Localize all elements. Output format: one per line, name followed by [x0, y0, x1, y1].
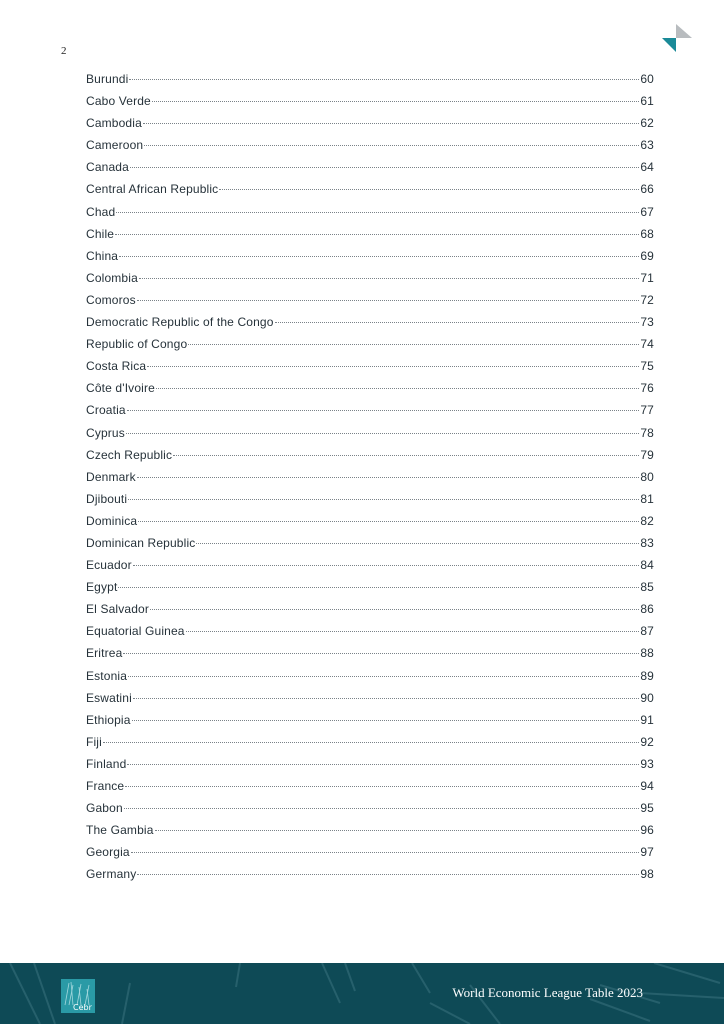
- toc-entry-page: 83: [640, 535, 654, 550]
- toc-entry-name: Germany: [86, 867, 137, 882]
- toc-entry-page: 76: [640, 381, 654, 396]
- toc-leader-dots: [133, 698, 639, 699]
- toc-entry-page: 91: [640, 712, 654, 727]
- toc-leader-dots: [156, 388, 639, 389]
- toc-entry-name: Czech Republic: [86, 447, 173, 462]
- toc-entry-name: Canada: [86, 160, 129, 175]
- toc-entry-name: Democratic Republic of the Congo: [86, 315, 274, 330]
- toc-entry-name: Cameroon: [86, 138, 144, 153]
- toc-leader-dots: [119, 256, 639, 257]
- toc-entry-name: Côte d'Ivoire: [86, 381, 155, 396]
- toc-entry-name: Eswatini: [86, 690, 132, 705]
- toc-entry[interactable]: [86, 403, 654, 425]
- toc-entry-name: Cambodia: [86, 116, 142, 131]
- toc-leader-dots: [130, 167, 639, 168]
- page-footer: [0, 963, 724, 1024]
- toc-leader-dots: [143, 123, 639, 124]
- toc-entry[interactable]: [86, 470, 654, 492]
- toc-entry[interactable]: [86, 691, 654, 713]
- toc-entry[interactable]: [86, 182, 654, 204]
- toc-entry-page: 69: [640, 248, 654, 263]
- toc-entry-name: Cyprus: [86, 425, 125, 440]
- toc-entry[interactable]: [86, 381, 654, 403]
- toc-entry-page: 82: [640, 513, 654, 528]
- toc-entry-page: 74: [640, 337, 654, 352]
- toc-entry-page: 72: [640, 292, 654, 307]
- toc-entry[interactable]: [86, 492, 654, 514]
- toc-entry-name: China: [86, 248, 119, 263]
- toc-entry[interactable]: [86, 536, 654, 558]
- toc-entry-name: Djibouti: [86, 491, 128, 506]
- toc-entry-name: Eritrea: [86, 646, 123, 661]
- toc-leader-dots: [116, 212, 639, 213]
- toc-leader-dots: [152, 101, 639, 102]
- toc-entry-name: Gabon: [86, 801, 123, 816]
- toc-leader-dots: [118, 587, 639, 588]
- toc-entry[interactable]: [86, 359, 654, 381]
- toc-entry-page: 66: [640, 182, 654, 197]
- toc-leader-dots: [275, 322, 640, 323]
- toc-entry-name: Equatorial Guinea: [86, 624, 185, 639]
- toc-entry-page: 78: [640, 425, 654, 440]
- toc-entry[interactable]: [86, 138, 654, 160]
- toc-entry[interactable]: [86, 249, 654, 271]
- toc-entry-page: 98: [640, 867, 654, 882]
- toc-leader-dots: [129, 79, 639, 80]
- toc-entry-name: The Gambia: [86, 823, 154, 838]
- toc-entry-name: Comoros: [86, 292, 136, 307]
- toc-entry-page: 94: [640, 779, 654, 793]
- toc-leader-dots: [133, 565, 640, 566]
- toc-entry-page: 92: [640, 734, 654, 749]
- toc-entry[interactable]: [86, 624, 654, 646]
- page-number: 2: [61, 45, 67, 57]
- toc-entry[interactable]: [86, 646, 654, 668]
- toc-entry-name: Costa Rica: [86, 359, 147, 374]
- toc-entry-name: Chile: [86, 226, 115, 241]
- toc-entry-page: 87: [640, 624, 654, 639]
- toc-entry[interactable]: [86, 558, 654, 580]
- toc-entry[interactable]: [86, 337, 654, 359]
- toc-entry-name: Egypt: [86, 580, 118, 595]
- toc-leader-dots: [138, 521, 639, 522]
- toc-entry[interactable]: [86, 669, 654, 691]
- toc-entry-page: 84: [640, 558, 654, 573]
- toc-entry[interactable]: [86, 735, 654, 757]
- toc-leader-dots: [128, 676, 639, 677]
- toc-entry-name: Ethiopia: [86, 712, 131, 727]
- toc-leader-dots: [127, 410, 640, 411]
- toc-leader-dots: [147, 366, 639, 367]
- toc-entry-name: Cabo Verde: [86, 94, 151, 109]
- toc-entry-name: Central African Republic: [86, 182, 219, 197]
- toc-entry-page: 81: [640, 491, 654, 506]
- toc-leader-dots: [150, 609, 639, 610]
- toc-leader-dots: [131, 852, 640, 853]
- toc-leader-dots: [123, 653, 639, 654]
- toc-leader-dots: [126, 433, 639, 434]
- toc-leader-dots: [186, 631, 640, 632]
- cebr-logo-icon: [61, 979, 95, 1013]
- table-of-contents: [86, 72, 654, 889]
- toc-entry[interactable]: [86, 602, 654, 624]
- toc-entry-page: 80: [640, 469, 654, 484]
- toc-leader-dots: [196, 543, 639, 544]
- toc-entry[interactable]: [86, 227, 654, 249]
- toc-entry-page: 79: [640, 447, 654, 462]
- toc-entry-name: Dominica: [86, 513, 138, 528]
- toc-entry-page: 77: [640, 403, 654, 418]
- toc-leader-dots: [137, 300, 640, 301]
- toc-leader-dots: [137, 477, 640, 478]
- toc-entry-page: 75: [640, 359, 654, 374]
- toc-entry[interactable]: [86, 823, 654, 845]
- toc-leader-dots: [103, 742, 639, 743]
- toc-entry[interactable]: [86, 160, 654, 182]
- toc-leader-dots: [219, 189, 639, 190]
- toc-entry-name: Colombia: [86, 270, 138, 285]
- toc-entry-page: 90: [640, 690, 654, 705]
- toc-entry[interactable]: [86, 94, 654, 116]
- toc-entry-page: 73: [640, 315, 654, 330]
- toc-entry[interactable]: [86, 116, 654, 138]
- toc-entry-page: 86: [640, 602, 654, 617]
- toc-entry[interactable]: [86, 514, 654, 536]
- toc-entry-page: 88: [640, 646, 654, 661]
- toc-entry-name: Ecuador: [86, 558, 132, 573]
- toc-entry[interactable]: [86, 757, 654, 779]
- toc-entry-page: 64: [640, 160, 654, 175]
- toc-entry-name: Chad: [86, 204, 116, 219]
- logo-text: Cebr: [73, 1003, 92, 1012]
- toc-entry[interactable]: [86, 271, 654, 293]
- toc-entry[interactable]: [86, 293, 654, 315]
- toc-entry-page: 96: [640, 823, 654, 838]
- toc-leader-dots: [188, 344, 639, 345]
- toc-entry-page: 67: [640, 204, 654, 219]
- toc-entry-page: 97: [640, 845, 654, 860]
- toc-entry[interactable]: [86, 867, 654, 889]
- toc-entry-page: 61: [640, 94, 654, 109]
- toc-entry-page: 71: [640, 270, 654, 285]
- toc-entry[interactable]: [86, 779, 654, 801]
- triangle-mark-icon: [660, 24, 692, 54]
- toc-entry-name: Denmark: [86, 469, 136, 484]
- toc-entry-name: El Salvador: [86, 602, 150, 617]
- toc-entry-page: 89: [640, 668, 654, 683]
- toc-leader-dots: [155, 830, 640, 831]
- toc-entry-name: Finland: [86, 756, 127, 771]
- toc-leader-dots: [173, 455, 639, 456]
- toc-entry[interactable]: [86, 205, 654, 227]
- toc-entry-name: Fiji: [86, 734, 102, 749]
- toc-entry-page: 68: [640, 226, 654, 241]
- toc-entry[interactable]: [86, 72, 654, 94]
- toc-entry[interactable]: [86, 315, 654, 337]
- toc-leader-dots: [127, 764, 639, 765]
- toc-entry-page: 93: [640, 756, 654, 771]
- toc-entry-name: Republic of Congo: [86, 337, 188, 352]
- toc-entry[interactable]: [86, 845, 654, 867]
- toc-entry-name: Croatia: [86, 403, 126, 418]
- toc-entry-name: France: [86, 779, 125, 793]
- toc-entry-page: 62: [640, 116, 654, 131]
- toc-leader-dots: [115, 234, 639, 235]
- toc-leader-dots: [132, 720, 640, 721]
- toc-leader-dots: [137, 874, 639, 875]
- toc-entry[interactable]: [86, 448, 654, 470]
- toc-entry-name: Burundi: [86, 72, 129, 86]
- toc-leader-dots: [139, 278, 639, 279]
- toc-leader-dots: [125, 786, 639, 787]
- toc-entry-page: 60: [640, 72, 654, 86]
- toc-entry-page: 63: [640, 138, 654, 153]
- footer-title: World Economic League Table 2023: [452, 985, 643, 1000]
- toc-leader-dots: [144, 145, 639, 146]
- toc-entry[interactable]: [86, 713, 654, 735]
- toc-entry-page: 85: [640, 580, 654, 595]
- toc-entry-name: Georgia: [86, 845, 130, 860]
- toc-entry[interactable]: [86, 426, 654, 448]
- toc-entry[interactable]: [86, 801, 654, 823]
- toc-entry-name: Dominican Republic: [86, 535, 196, 550]
- toc-entry-name: Estonia: [86, 668, 128, 683]
- toc-leader-dots: [124, 808, 640, 809]
- toc-entry[interactable]: [86, 580, 654, 602]
- toc-leader-dots: [128, 499, 639, 500]
- toc-entry-page: 95: [640, 801, 654, 816]
